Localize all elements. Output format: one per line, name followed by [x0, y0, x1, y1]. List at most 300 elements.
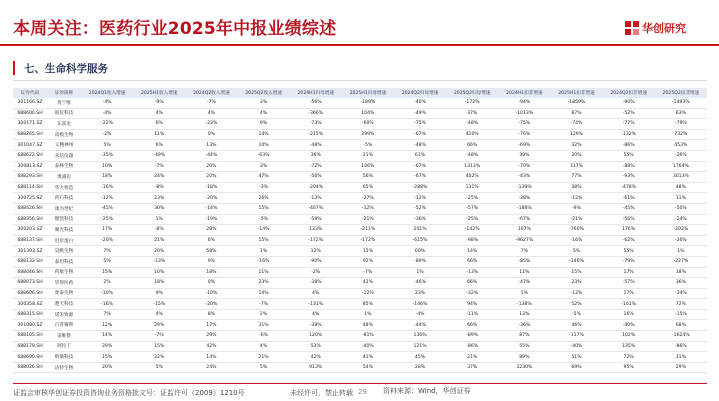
growth-cell: -34%: [655, 288, 707, 299]
growth-cell: 23%: [133, 193, 185, 204]
stock-name-cell: 药石科技: [47, 193, 81, 204]
stock-name-cell: 药康生物: [47, 267, 81, 278]
table-row: [13, 235, 707, 246]
growth-cell: 17%: [603, 288, 655, 299]
table-row: [13, 182, 707, 193]
growth-cell: 5%: [133, 362, 185, 373]
growth-cell: 7%: [81, 309, 133, 320]
stock-name-cell: 键凯科技: [47, 214, 81, 225]
growth-cell: -57%: [446, 203, 498, 214]
growth-cell: 14%: [237, 288, 289, 299]
stock-code-cell: 688606.SH: [13, 288, 47, 299]
growth-cell: -85%: [498, 256, 550, 267]
column-header: 证券代码: [13, 88, 47, 98]
growth-cell: 15%: [81, 267, 133, 278]
growth-cell: 69%: [550, 362, 602, 373]
table-row: [13, 172, 707, 183]
growth-cell: 4%: [290, 309, 342, 320]
growth-cell: 23%: [237, 278, 289, 289]
table-row: [13, 341, 707, 352]
stock-code-cell: 688315.SH: [13, 309, 47, 320]
table-row: [13, 309, 707, 320]
growth-cell: 133%: [290, 225, 342, 236]
growth-cell: -79%: [655, 119, 707, 130]
stock-code-cell: 301166.SZ: [13, 98, 47, 108]
table-row: [13, 203, 707, 214]
growth-cell: 24%: [185, 362, 237, 373]
growth-cell: 1%: [498, 288, 550, 299]
growth-cell: -73%: [290, 119, 342, 130]
growth-cell: 11%: [655, 193, 707, 204]
growth-cell: 102%: [603, 331, 655, 342]
company-logo: [625, 20, 686, 36]
growth-cell: 23%: [550, 278, 602, 289]
growth-cell: 87%: [550, 108, 602, 119]
growth-cell: -4%: [394, 309, 446, 320]
growth-cell: 14%: [237, 129, 289, 140]
table-row: [13, 352, 707, 363]
section-title: 七、生命科学服务: [24, 63, 108, 75]
growth-cell: 56%: [342, 172, 394, 183]
table-row: [13, 246, 707, 257]
table-row: [13, 299, 707, 310]
growth-cell: -32%: [446, 288, 498, 299]
growth-cell: -98%: [446, 235, 498, 246]
growth-cell: -86%: [655, 341, 707, 352]
growth-cell: -44%: [185, 150, 237, 161]
growth-cell: -9%: [550, 203, 602, 214]
stock-code-cell: 300813.SZ: [13, 161, 47, 172]
growth-cell: 20%: [81, 362, 133, 373]
table-row: [13, 320, 707, 331]
stock-name-cell: 康为世纪: [47, 203, 81, 214]
growth-cell: 9%: [185, 256, 237, 267]
growth-cell: -2%: [290, 267, 342, 278]
growth-cell: 55%: [603, 246, 655, 257]
growth-cell: -13%: [446, 267, 498, 278]
growth-cell: 913%: [290, 362, 342, 373]
growth-cell: -43%: [498, 172, 550, 183]
growth-cell: 11%: [237, 267, 289, 278]
growth-cell: 4%: [133, 108, 185, 119]
table-row: [13, 267, 707, 278]
growth-cell: -75%: [498, 119, 550, 130]
growth-cell: 107%: [498, 225, 550, 236]
footer-notice: 未经许可，禁止转载: [290, 389, 353, 397]
growth-cell: 21%: [133, 235, 185, 246]
growth-cell: 11%: [498, 267, 550, 278]
stock-name-cell: 优宁维: [47, 98, 81, 108]
growth-cell: 1%: [237, 246, 289, 257]
stock-code-cell: 688179.SH: [13, 341, 47, 352]
growth-cell: 77%: [550, 172, 602, 183]
growth-cell: 32%: [550, 140, 602, 151]
column-header: 2025H1归母增速: [342, 88, 394, 98]
growth-cell: 89%: [498, 352, 550, 363]
column-header: 2025H1收入增速: [133, 88, 185, 98]
growth-cell: -20%: [185, 299, 237, 310]
growth-cell: -15%: [133, 299, 185, 310]
growth-cell: -49%: [133, 150, 185, 161]
growth-cell: -23%: [185, 119, 237, 130]
table-row: [13, 225, 707, 236]
growth-cell: 3%: [237, 161, 289, 172]
stock-code-cell: 688265.SH: [13, 129, 47, 140]
growth-cell: -146%: [394, 299, 446, 310]
growth-cell: -19%: [185, 214, 237, 225]
growth-cell: -13%: [290, 193, 342, 204]
growth-cell: -26%: [655, 235, 707, 246]
growth-cell: -46%: [394, 278, 446, 289]
growth-cell: -61%: [603, 193, 655, 204]
table-row: [13, 256, 707, 267]
growth-cell: -16%: [550, 235, 602, 246]
growth-cell: -188%: [498, 203, 550, 214]
growth-cell: -38%: [290, 278, 342, 289]
growth-cell: -5%: [237, 214, 289, 225]
growth-cell: 28%: [185, 225, 237, 236]
growth-cell: 37%: [446, 108, 498, 119]
growth-cell: -9627%: [498, 235, 550, 246]
growth-cell: 18%: [81, 172, 133, 183]
growth-cell: -62%: [603, 235, 655, 246]
growth-cell: -40%: [550, 341, 602, 352]
growth-cell: -366%: [290, 108, 342, 119]
growth-cell: 10%: [81, 161, 133, 172]
growth-cell: -5%: [550, 309, 602, 320]
growth-cell: -89%: [446, 331, 498, 342]
column-header: 2025Q2收入增速: [237, 88, 289, 98]
growth-cell: 41%: [342, 352, 394, 363]
growth-cell: 3013%: [655, 172, 707, 183]
column-header: 2025H1扣非增速: [550, 88, 602, 98]
growth-cell: -407%: [290, 203, 342, 214]
growth-cell: -1859%: [550, 98, 602, 108]
growth-cell: -93%: [603, 172, 655, 183]
growth-cell: -52%: [603, 108, 655, 119]
growth-cell: 13%: [185, 140, 237, 151]
growth-cell: -478%: [603, 182, 655, 193]
growth-cell: -139%: [498, 182, 550, 193]
growth-cell: -40%: [603, 320, 655, 331]
growth-cell: 55%: [498, 341, 550, 352]
growth-cell: 92%: [342, 256, 394, 267]
growth-cell: -75%: [394, 119, 446, 130]
stock-name-cell: 诺唯赞: [47, 331, 81, 342]
growth-cell: 29%: [133, 320, 185, 331]
column-header: 2025Q2归母增速: [446, 88, 498, 98]
stock-code-cell: 301047.SZ: [13, 140, 47, 151]
growth-cell: 17%: [603, 267, 655, 278]
growth-cell: 14%: [446, 246, 498, 257]
growth-cell: -5%: [342, 140, 394, 151]
growth-cell: 3%: [237, 98, 289, 108]
growth-cell: -15%: [655, 309, 707, 320]
stock-name-cell: 泰林生物: [47, 161, 81, 172]
growth-cell: 402%: [446, 172, 498, 183]
growth-cell: 94%: [446, 299, 498, 310]
growth-cell: -12%: [394, 193, 446, 204]
growth-cell: -74%: [550, 119, 602, 130]
growth-cell: -131%: [290, 299, 342, 310]
growth-cell: -288%: [394, 182, 446, 193]
growth-cell: 106%: [342, 161, 394, 172]
growth-cell: 66%: [446, 278, 498, 289]
growth-cell: 16%: [603, 309, 655, 320]
growth-cell: 87%: [498, 331, 550, 342]
growth-cell: -48%: [446, 150, 498, 161]
growth-cell: 38%: [550, 182, 602, 193]
stock-code-cell: 688600.SH: [13, 108, 47, 119]
growth-cell: -94%: [498, 98, 550, 108]
stock-name-cell: 阿拉丁: [47, 341, 81, 352]
logo-text: 华创研究: [642, 22, 686, 35]
table-header-row: [13, 88, 707, 98]
growth-cell: -2%: [81, 129, 133, 140]
growth-cell: 95%: [603, 362, 655, 373]
performance-table-wrap: [13, 88, 707, 373]
growth-cell: 63%: [655, 108, 707, 119]
table-row: [13, 214, 707, 225]
growth-cell: -72%: [290, 161, 342, 172]
growth-cell: 21%: [237, 352, 289, 363]
growth-cell: -25%: [81, 214, 133, 225]
growth-cell: 9%: [237, 119, 289, 130]
growth-cell: -18%: [185, 182, 237, 193]
stock-name-cell: 奥泰生物: [47, 288, 81, 299]
growth-cell: 68%: [655, 320, 707, 331]
growth-cell: 66%: [446, 320, 498, 331]
growth-cell: 299%: [342, 129, 394, 140]
growth-cell: 29%: [185, 331, 237, 342]
growth-cell: 8%: [185, 309, 237, 320]
growth-cell: -12%: [342, 288, 394, 299]
growth-cell: -70%: [498, 161, 550, 172]
growth-cell: 65%: [342, 182, 394, 193]
growth-cell: 15%: [550, 267, 602, 278]
stock-name-cell: 泰坦科技: [47, 256, 81, 267]
column-header: 2024H1归母增速: [290, 88, 342, 98]
table-row: [13, 193, 707, 204]
growth-cell: -50%: [655, 203, 707, 214]
growth-cell: -69%: [498, 140, 550, 151]
stock-code-cell: 688622.SH: [13, 150, 47, 161]
growth-cell: -35%: [81, 150, 133, 161]
growth-cell: 1%: [342, 309, 394, 320]
growth-cell: -67%: [394, 129, 446, 140]
growth-cell: 42%: [342, 278, 394, 289]
growth-cell: 6%: [133, 119, 185, 130]
growth-cell: -204%: [290, 182, 342, 193]
growth-cell: 2%: [81, 278, 133, 289]
growth-cell: 36%: [290, 150, 342, 161]
stock-name-cell: 南模生物: [47, 129, 81, 140]
column-header: 2024Q1收入增速: [81, 88, 133, 98]
growth-cell: 732%: [655, 129, 707, 140]
table-row: [13, 129, 707, 140]
growth-cell: -27%: [342, 193, 394, 204]
growth-cell: -86%: [603, 140, 655, 151]
stock-name-cell: 华大智造: [47, 182, 81, 193]
growth-cell: -56%: [603, 214, 655, 225]
table-row: [13, 119, 707, 130]
growth-cell: -4%: [81, 98, 133, 108]
growth-cell: -132%: [603, 129, 655, 140]
growth-cell: 17%: [81, 225, 133, 236]
growth-cell: -40%: [394, 98, 446, 108]
growth-cell: -172%: [446, 98, 498, 108]
stock-code-cell: 688133.SH: [13, 256, 47, 267]
growth-cell: 15%: [342, 246, 394, 257]
growth-cell: 66%: [446, 140, 498, 151]
growth-cell: -22%: [81, 119, 133, 130]
growth-cell: 46%: [550, 320, 602, 331]
growth-cell: 85%: [342, 299, 394, 310]
stock-code-cell: 688026.SH: [13, 362, 47, 373]
growth-cell: -63%: [237, 150, 289, 161]
growth-cell: -7%: [133, 161, 185, 172]
growth-cell: 11%: [133, 129, 185, 140]
growth-cell: -3%: [237, 182, 289, 193]
page-title: 本周关注：医药行业2025年中报业绩综述: [13, 19, 337, 39]
performance-table: [13, 88, 707, 373]
table-row: [13, 288, 707, 299]
growth-cell: -89%: [394, 256, 446, 267]
growth-cell: -77%: [603, 119, 655, 130]
growth-cell: 6%: [185, 235, 237, 246]
growth-cell: -1013%: [498, 108, 550, 119]
growth-cell: -12%: [342, 203, 394, 214]
growth-cell: 129%: [550, 129, 602, 140]
growth-cell: 36%: [655, 278, 707, 289]
stock-code-cell: 688105.SH: [13, 331, 47, 342]
growth-cell: -52%: [394, 203, 446, 214]
growth-cell: -14%: [237, 225, 289, 236]
growth-cell: 14%: [81, 331, 133, 342]
growth-cell: -142%: [446, 225, 498, 236]
table-row: [13, 108, 707, 119]
growth-cell: 7%: [498, 246, 550, 257]
growth-cell: -4%: [81, 108, 133, 119]
growth-cell: -86%: [446, 341, 498, 352]
growth-cell: -90%: [603, 98, 655, 108]
stock-code-cell: 688690.SH: [13, 352, 47, 363]
growth-cell: 39%: [498, 150, 550, 161]
growth-cell: -1493%: [655, 98, 707, 108]
growth-cell: -172%: [342, 235, 394, 246]
growth-cell: 45%: [394, 352, 446, 363]
growth-cell: 48%: [342, 320, 394, 331]
growth-cell: 52%: [550, 299, 602, 310]
growth-cell: 1764%: [655, 161, 707, 172]
growth-cell: -189%: [342, 98, 394, 108]
growth-cell: 48%: [655, 182, 707, 193]
growth-cell: 15%: [133, 341, 185, 352]
growth-cell: 9%: [133, 288, 185, 299]
growth-cell: -81%: [342, 331, 394, 342]
growth-cell: 121%: [394, 341, 446, 352]
growth-cell: 17%: [185, 320, 237, 331]
stock-name-cell: 洁特生物: [47, 362, 81, 373]
growth-cell: 453%: [655, 140, 707, 151]
growth-cell: -9%: [133, 98, 185, 108]
growth-cell: -760%: [550, 225, 602, 236]
growth-cell: 47%: [237, 172, 289, 183]
growth-cell: -88%: [603, 161, 655, 172]
growth-cell: -211%: [342, 225, 394, 236]
growth-cell: -67%: [394, 172, 446, 183]
growth-cell: -76%: [498, 129, 550, 140]
column-header: 2025Q2扣非增速: [655, 88, 707, 98]
growth-cell: -36%: [498, 320, 550, 331]
growth-cell: -48%: [446, 119, 498, 130]
growth-cell: 42%: [185, 341, 237, 352]
growth-cell: -79%: [603, 256, 655, 267]
stock-code-cell: 688114.SH: [13, 182, 47, 193]
column-header: 2024Q2扣非增速: [603, 88, 655, 98]
stock-code-cell: 301393.SZ: [13, 246, 47, 257]
growth-cell: 410%: [446, 129, 498, 140]
growth-cell: -26%: [655, 150, 707, 161]
growth-cell: 10%: [133, 267, 185, 278]
growth-cell: 61%: [394, 150, 446, 161]
data-source: 资料来源：Wind，华创证券: [383, 387, 471, 395]
growth-cell: -21%: [550, 214, 602, 225]
growth-cell: 3230%: [498, 362, 550, 373]
growth-cell: 29%: [655, 362, 707, 373]
growth-cell: 42%: [290, 352, 342, 363]
growth-cell: -38%: [498, 193, 550, 204]
table-row: [13, 98, 707, 108]
growth-cell: -615%: [394, 235, 446, 246]
growth-cell: -12%: [550, 193, 602, 204]
growth-cell: 241%: [394, 225, 446, 236]
growth-cell: -11%: [446, 309, 498, 320]
growth-cell: 72%: [655, 299, 707, 310]
growth-cell: 15%: [81, 352, 133, 363]
growth-cell: 14%: [185, 352, 237, 363]
growth-cell: -40%: [342, 341, 394, 352]
growth-cell: -49%: [394, 108, 446, 119]
growth-cell: 29%: [81, 341, 133, 352]
growth-cell: -24%: [655, 214, 707, 225]
growth-cell: 20%: [550, 150, 602, 161]
growth-cell: -12%: [550, 288, 602, 299]
growth-cell: -13%: [133, 256, 185, 267]
stock-code-cell: 301080.SZ: [13, 320, 47, 331]
growth-cell: 15%: [237, 235, 289, 246]
column-header: 证券简称: [47, 88, 81, 98]
growth-cell: -59%: [290, 214, 342, 225]
stock-code-cell: 300203.SZ: [13, 225, 47, 236]
growth-cell: 4%: [237, 341, 289, 352]
growth-cell: -202%: [655, 225, 707, 236]
growth-cell: -146%: [550, 256, 602, 267]
column-header: 2024H1扣非增速: [498, 88, 550, 98]
column-header: 2024Q2收入增速: [185, 88, 237, 98]
stock-code-cell: 688293.SH: [13, 172, 47, 183]
stock-name-cell: 奥浦迈: [47, 172, 81, 183]
stock-name-cell: 昊帆生物: [47, 246, 81, 257]
growth-cell: 131%: [446, 182, 498, 193]
growth-cell: 60%: [394, 246, 446, 257]
growth-cell: -67%: [498, 214, 550, 225]
growth-cell: -6%: [237, 331, 289, 342]
growth-cell: 72%: [603, 352, 655, 363]
growth-cell: -1624%: [655, 331, 707, 342]
growth-cell: 12%: [81, 320, 133, 331]
growth-cell: -215%: [290, 129, 342, 140]
